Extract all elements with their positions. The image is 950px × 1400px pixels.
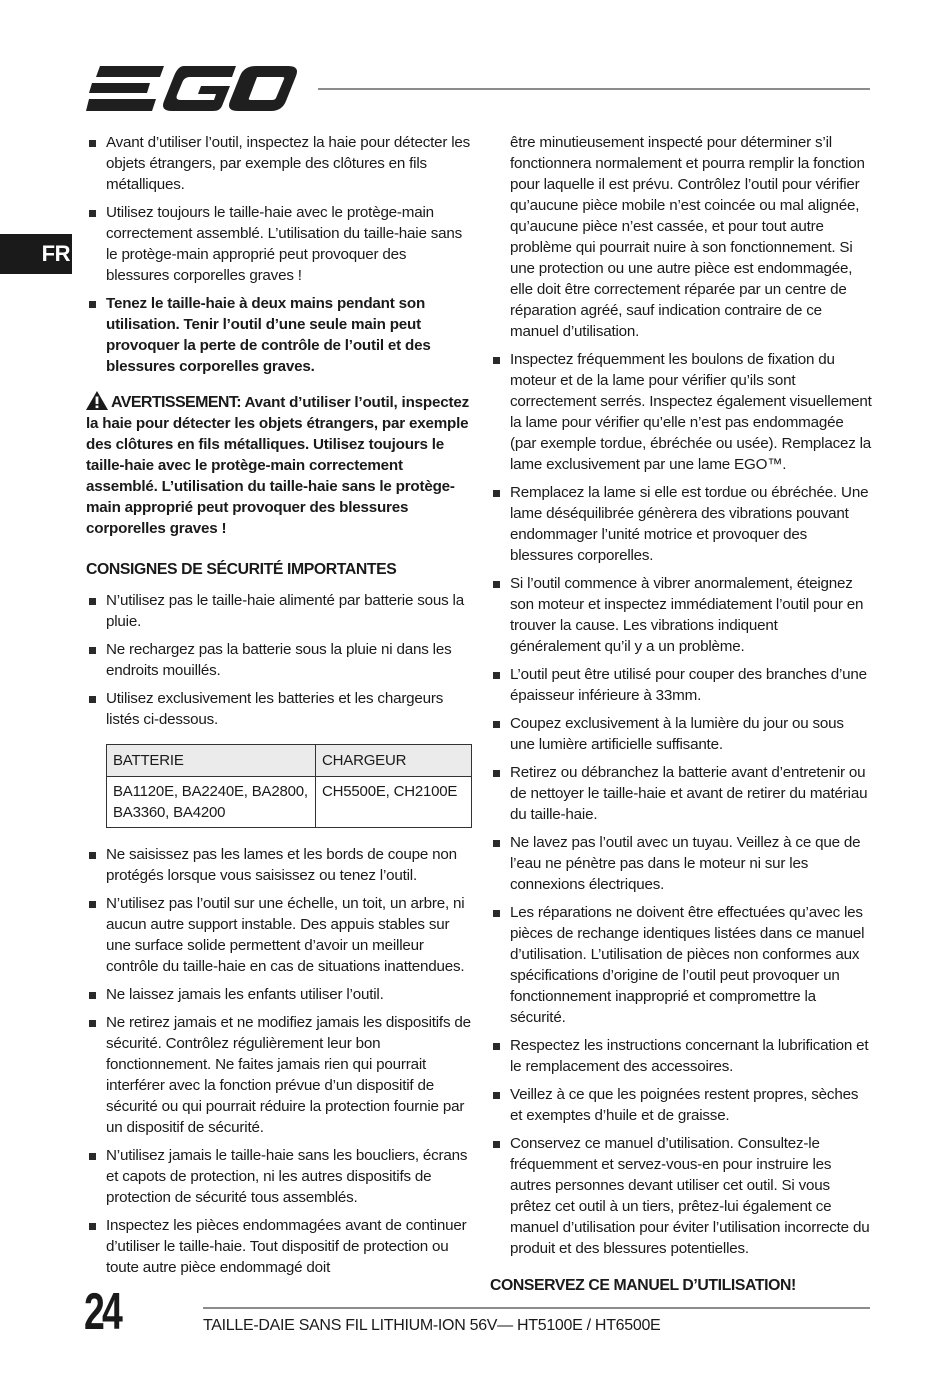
list-item: Remplacez la lame si elle est tordue ou ébréchée. Une lame déséquilibrée génèrera des vibrations pouvant endommager l’unité motrice et provoquer des blessures corporelles.: [490, 482, 872, 566]
table-row: [107, 777, 472, 828]
list-item: Coupez exclusivement à la lumière du jour ou sous une lumière artificielle suffisante.: [490, 713, 872, 755]
list-item: Inspectez les pièces endommagées avant de continuer d’utiliser le taille-haie. Tout dispositif de protection ou toute autre pièce endommagé doit: [86, 1215, 472, 1278]
bullet-list-right: [490, 349, 872, 1259]
list-item: Ne rechargez pas la batterie sous la pluie ni dans les endroits mouillés.: [86, 639, 472, 681]
warning-block: [86, 391, 472, 539]
list-item: Retirez ou débranchez la batterie avant d’entretenir ou de nettoyer le taille-haie et avant de retirer du matériau du taille-haie.: [490, 762, 872, 825]
list-item: Inspectez fréquemment les boulons de fixation du moteur et de la lame pour vérifier qu’ils sont correctement serrés. Inspectez également visuellement la lame pour vérifier qu’elle n’est pas endommagée (par exemple tordue, ébréchée ou usée). Remplacez la lame exclusivement par une lame EGO™.: [490, 349, 872, 475]
footer-rule: [203, 1307, 870, 1309]
bullet-list-bottom: [86, 844, 472, 1278]
list-item: L’outil peut être utilisé pour couper des branches d’une épaisseur inférieure à 33mm.: [490, 664, 872, 706]
warning-text: Avant d’utiliser l’outil, inspectez la haie pour détecter les objets étrangers, par exemple des clôtures en fils métalliques. Utilisez toujours le taille-haie avec le protège-main correctement assemblé. L’utilisation du taille-haie sans le protège-main approprié peut provoquer des blessures corporelles graves !: [86, 394, 469, 537]
warning-triangle-icon: [86, 391, 108, 410]
list-item: Ne retirez jamais et ne modifiez jamais les dispositifs de sécurité. Contrôlez régulièrement leur bon fonctionnement. Ne faites jamais rien qui pourrait interférer avec la fonction prévue d’un dispositif de sécurité ou qui pourrait réduire la protection fournie par un dispositif de sécurité.: [86, 1012, 472, 1138]
list-item: Si l’outil commence à vibrer anormalement, éteignez son moteur et inspectez immédiatement l’outil pour en trouver la cause. Les vibrations indiquent généralement qu’il y a un problème.: [490, 573, 872, 657]
right-column: [490, 132, 872, 1296]
left-column: [86, 132, 472, 1285]
footer-title: TAILLE-DAIE SANS FIL LITHIUM-ION 56V— HT5100E / HT6500E: [203, 1317, 661, 1334]
battery-charger-table: [106, 744, 472, 828]
list-item: Ne lavez pas l’outil avec un tuyau. Veillez à ce que de l’eau ne pénètre pas dans le moteur ni sur les connexions électriques.: [490, 832, 872, 895]
list-item: Respectez les instructions concernant la lubrification et le remplacement des accessoires.: [490, 1035, 872, 1077]
list-item: Les réparations ne doivent être effectuées qu’avec les pièces de rechange identiques listées dans ce manuel d’utilisation. L’utilisation de pièces non conformes aux spécifications d’origine de l’outil peut provoquer un fonctionnement inapproprié et compromettre la sécurité.: [490, 902, 872, 1028]
header-rule: [318, 88, 870, 90]
continued-paragraph: être minutieusement inspecté pour déterminer s’il fonctionnera normalement et pourra remplir la fonction pour laquelle il est prévu. Contrôlez l’outil pour vérifier qu’aucune pièce mobile n’est coincée ou mal alignée, qu’aucune pièce n’est cassée, et pour tout autre problème qui pourrait nuire à son fonctionnement. Si une protection ou une autre pièce est endommagée, elle doit être correctement réparée par un centre de réparation agréé, sauf indication contraire de ce manuel d’utilisation.: [510, 134, 865, 340]
bullet-list-safety: [86, 590, 472, 730]
list-item: N’utilisez pas l’outil sur une échelle, un toit, un arbre, ni aucun autre support instable. Des appuis stables sur une surface solide permettent d’avoir un meilleur contrôle du taille-haie en cas de situations inattendues.: [86, 893, 472, 977]
page-number: 24: [84, 1283, 120, 1341]
warning-title: AVERTISSEMENT:: [111, 394, 241, 411]
table-cell-battery: BA1120E, BA2240E, BA2800, BA3360, BA4200: [107, 777, 316, 828]
table-header-charger: CHARGEUR: [316, 745, 472, 777]
list-item: Avant d’utiliser l’outil, inspectez la haie pour détecter les objets étrangers, par exemple des clôtures en fils métalliques.: [86, 132, 472, 195]
list-item: N’utilisez jamais le taille-haie sans les boucliers, écrans et capots de protection, ni les autres dispositifs de protection de sécurité tous assemblés.: [86, 1145, 472, 1208]
table-header-battery: BATTERIE: [107, 745, 316, 777]
section-heading: CONSIGNES DE SÉCURITÉ IMPORTANTES: [86, 561, 397, 578]
list-item-bold: Tenez le taille-haie à deux mains pendant son utilisation. Tenir l’outil d’une seule main peut provoquer la perte de contrôle de l’outil et des blessures corporelles graves.: [86, 293, 472, 377]
table-cell-charger: CH5500E, CH2100E: [316, 777, 472, 828]
list-item: Ne saisissez pas les lames et les bords de coupe non protégés lorsque vous saisissez ou tenez l’outil.: [86, 844, 472, 886]
ego-logo: [86, 64, 298, 114]
list-item: Conservez ce manuel d’utilisation. Consultez-le fréquemment et servez-vous-en pour instruire les autres personnes devant utiliser cet outil. Si vous prêtez cet outil à un tiers, prêtez-lui également ce manuel d’utilisation pour éviter l’utilisation incorrecte du produit et des blessures potentielles.: [490, 1133, 872, 1259]
list-item: Ne laissez jamais les enfants utiliser l’outil.: [86, 984, 472, 1005]
closing-notice: CONSERVEZ CE MANUEL D’UTILISATION!: [490, 1277, 796, 1294]
list-item: Veillez à ce que les poignées restent propres, sèches et exemptes d’huile et de graisse.: [490, 1084, 872, 1126]
language-tab: FR: [0, 234, 72, 274]
list-item: Utilisez toujours le taille-haie avec le protège-main correctement assemblé. L’utilisation du taille-haie sans le protège-main approprié peut provoquer des blessures corporelles graves !: [86, 202, 472, 286]
list-item: Utilisez exclusivement les batteries et les chargeurs listés ci-dessous.: [86, 688, 472, 730]
list-item: N’utilisez pas le taille-haie alimenté par batterie sous la pluie.: [86, 590, 472, 632]
bullet-list-top: [86, 132, 472, 377]
table-header-row: [107, 745, 472, 777]
